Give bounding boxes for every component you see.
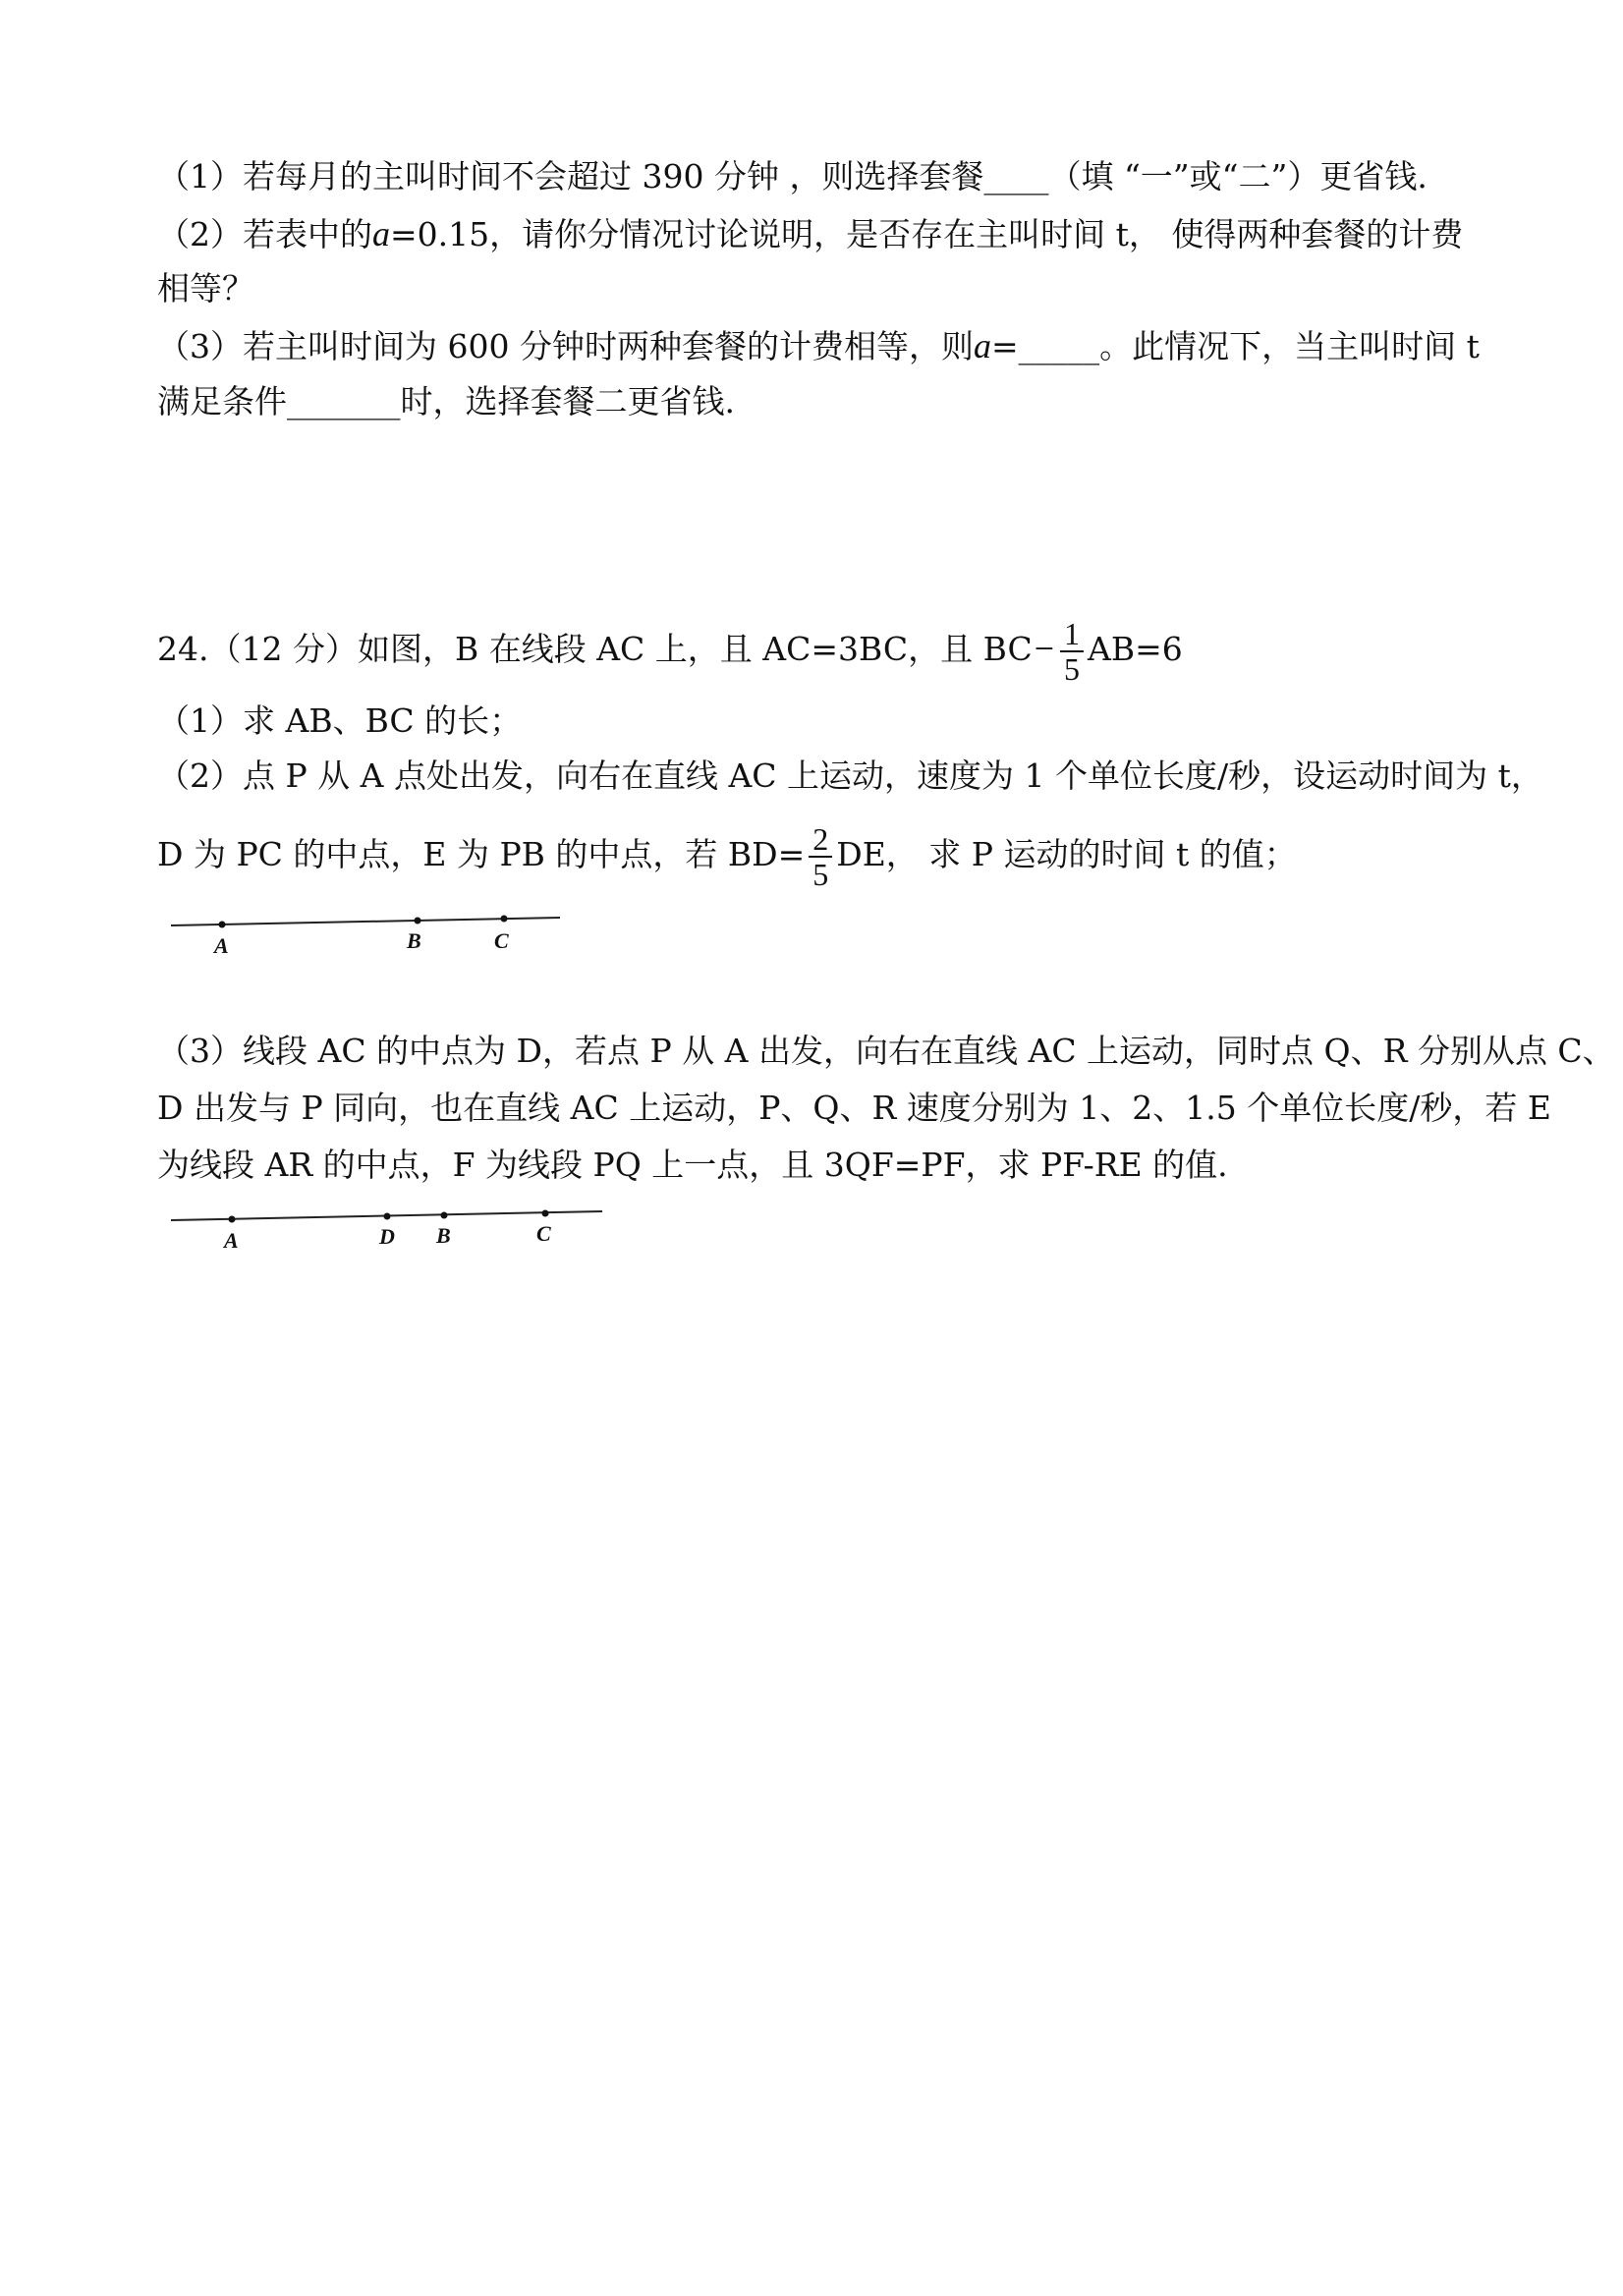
point-b-label: B: [436, 1223, 451, 1248]
point-d-dot: [384, 1213, 391, 1220]
fraction-two-fifths: $\frac{2}{5}$: [809, 822, 832, 891]
q23-part1-text: （1）若每月的主叫时间不会超过 390 分钟 ，则选择套餐____（填 “一”或“二”）更省钱.: [157, 157, 1427, 196]
q24-part2: （2）点 P 从 A 点处出发，向右在直线 AC 上运动，速度为 1 个单位长度/秒，设运动时间为 t，: [157, 756, 1543, 795]
point-c-label: C: [494, 928, 509, 953]
fraction-one-fifth: $\frac{1}{5}$: [1060, 617, 1084, 686]
q23-part1: [157, 155, 1427, 198]
point-d-label: D: [379, 1224, 395, 1249]
variable-a: a: [973, 326, 991, 365]
q23-part3: （3）若主叫时间为 600 分钟时两种套餐的计费相等，则a=_____。此情况下，当主叫时间 t: [157, 326, 1480, 365]
q23-part2-cont: 相等？: [157, 269, 254, 308]
point-a-label: A: [214, 933, 229, 958]
number-line-figure-2: [167, 1195, 619, 1254]
point-c-dot: [501, 916, 508, 923]
point-c-label: C: [536, 1221, 551, 1246]
q24-heading: 24.（12 分）如图，B 在线段 AC 上，且 AC=3BC，且 BC− $\frac{1}{5}$ AB=6: [157, 616, 1183, 687]
q24-part3-cont1: D 出发与 P 同向，也在直线 AC 上运动，P、Q、R 速度分别为 1、2、1.5 个单位长度/秒，若 E: [157, 1089, 1551, 1127]
number-line-figure-1: [167, 904, 580, 963]
point-b-dot: [441, 1212, 448, 1219]
q24-part2-cont: D 为 PC 的中点，E 为 PB 的中点，若 BD= $\frac{2}{5}$ DE， 求 P 运动的时间 t 的值；: [157, 821, 1297, 892]
q23-part2: （2）若表中的a=0.15，请你分情况讨论说明，是否存在主叫时间 t， 使得两种套餐的计费: [157, 214, 1464, 253]
point-b-label: B: [407, 928, 421, 953]
point-a-dot: [229, 1216, 236, 1223]
q24-part1: （1）求 AB、BC 的长；: [157, 701, 523, 740]
point-a-label: A: [224, 1228, 239, 1253]
point-a-dot: [219, 922, 226, 928]
variable-a: a: [372, 214, 390, 253]
q23-part3-cont: 满足条件_______时，选择套餐二更省钱.: [157, 382, 735, 420]
point-c-dot: [542, 1210, 549, 1217]
minus-sign: −: [1034, 629, 1055, 668]
q24-part3-cont2: 为线段 AR 的中点，F 为线段 PQ 上一点，且 3QF=PF，求 PF-RE 的值.: [157, 1146, 1228, 1184]
point-b-dot: [415, 918, 421, 924]
q24-part3: （3）线段 AC 的中点为 D，若点 P 从 A 出发，向右在直线 AC 上运动，同时点 Q、R 分别从点 C、: [157, 1032, 1615, 1070]
